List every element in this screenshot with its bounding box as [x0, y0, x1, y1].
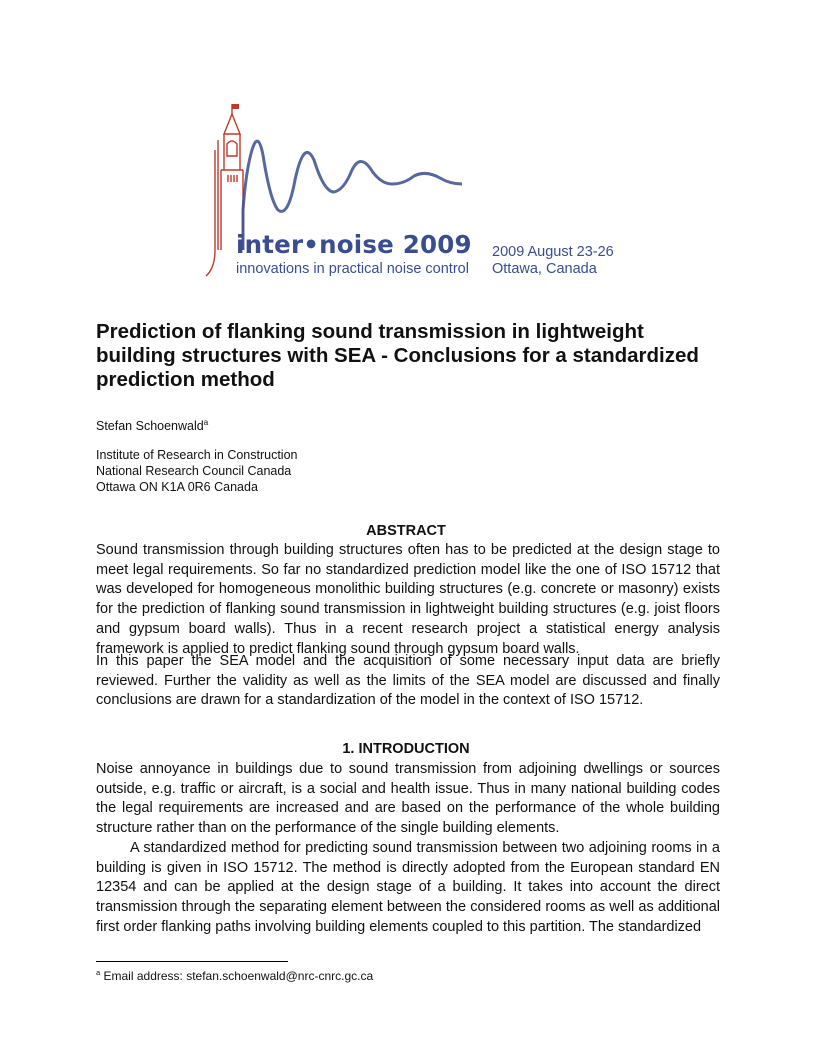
logo-tagline: innovations in practical noise control: [236, 261, 469, 277]
affiliation-line: Institute of Research in Construction: [96, 448, 298, 462]
introduction-heading: 1. INTRODUCTION: [342, 741, 470, 757]
abstract-heading: ABSTRACT: [366, 523, 446, 539]
author-name: Stefan Schoenwald: [96, 419, 204, 434]
conference-logo: [200, 100, 640, 290]
conference-place: Ottawa, Canada: [492, 261, 597, 277]
footnote: [96, 968, 373, 983]
paper-title: Prediction of flanking sound transmission in lightweight building structures with SEA - Conclusions for a standardized prediction method: [96, 320, 699, 391]
footnote-text: Email address: stefan.schoenwald@nrc-cnrc.gc.ca: [100, 969, 374, 983]
logo-name: inter•noise 2009: [236, 230, 472, 259]
footnote-mark: a: [96, 968, 101, 977]
affiliation-line: Ottawa ON K1A 0R6 Canada: [96, 480, 258, 494]
author: [96, 418, 208, 433]
conference-date: 2009 August 23-26: [492, 244, 614, 260]
abstract-paragraph: Sound transmission through building structures often has to be predicted at the design stage to meet legal requirements. So far no standardized prediction model like the one of ISO 15712 that was developed for homogeneous monolithic building structures (e.g. concrete or masonry) exists for the prediction of flanking sound transmission in lightweight building structures (e.g. joist floors and gypsum board walls). Thus in a recent research project a statistical energy analysis framework is applied to predict flanking sound through gypsum board walls.: [96, 542, 720, 657]
abstract-paragraph: In this paper the SEA model and the acquisition of some necessary input data are briefly reviewed. Further the validity as well as the limits of the SEA model are discussed and finally conclusions are drawn for a standardization of the model in the context of ISO 15712.: [96, 653, 720, 709]
footnote-divider: [96, 961, 288, 962]
author-footnote-mark: a: [203, 418, 209, 427]
affiliation: [96, 447, 298, 495]
introduction-paragraph: Noise annoyance in buildings due to sound transmission from adjoining dwellings or sources outside, e.g. traffic or aircraft, is a social and health issue. Thus in many national building codes the legal requirements are increased and are based on the performance of the whole building structure rather than on the performance of the single building elements.: [96, 761, 720, 837]
introduction-paragraph: A standardized method for predicting sound transmission between two adjoining rooms in a building is given in ISO 15712. The method is directly adopted from the European standard EN 12354 and can be applied at the design stage of a building. It takes into account the direct transmission through the separating element between the considered rooms as well as additional first order flanking paths involving building elements coupled to this partition. The standardized: [96, 840, 720, 935]
affiliation-line: National Research Council Canada: [96, 464, 292, 478]
